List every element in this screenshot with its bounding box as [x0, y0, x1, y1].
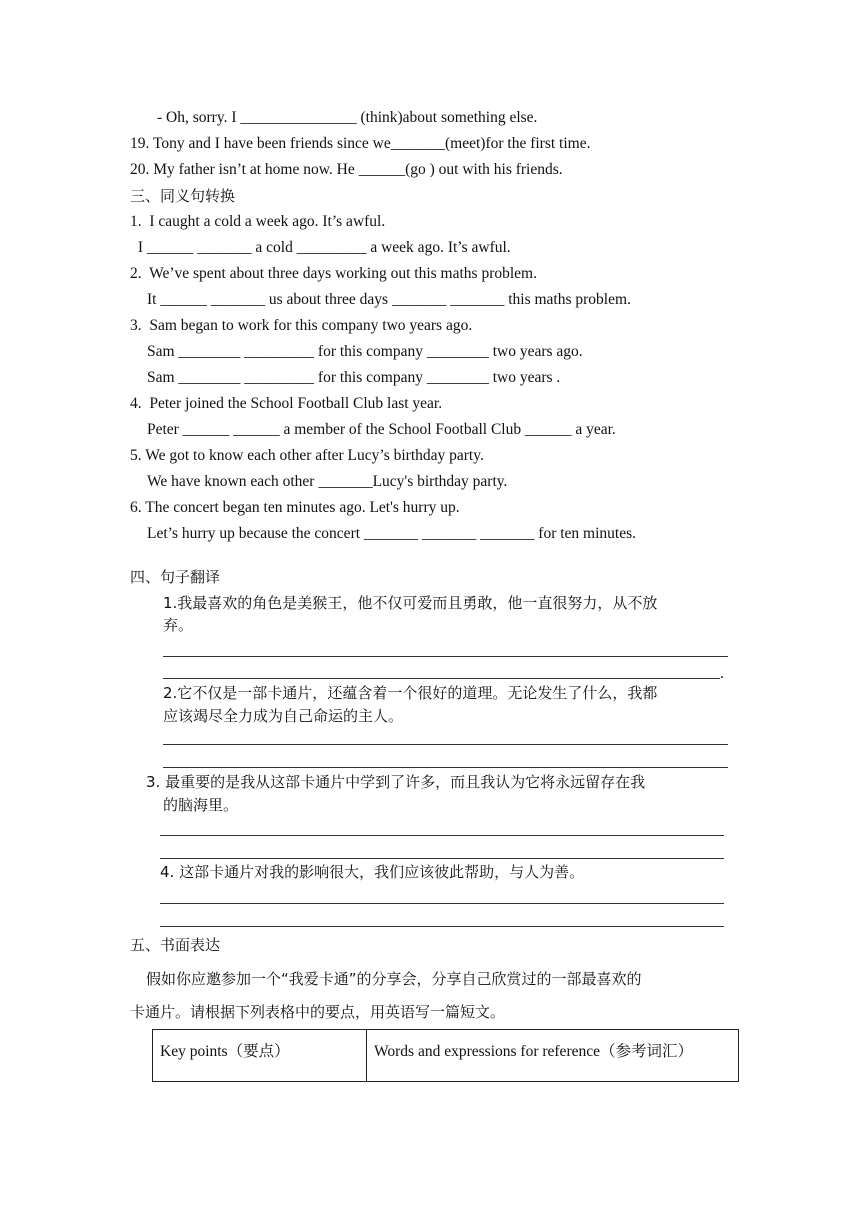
answer-line — [160, 903, 724, 904]
s3-item6-original: 6. The concert began ten minutes ago. Let's hurry up. — [130, 499, 460, 516]
s3-item5-original: 5. We got to know each other after Lucy’s birthday party. — [130, 447, 484, 464]
answer-line — [163, 656, 728, 657]
section4-heading: 四、句子翻译 — [130, 568, 221, 586]
s3-item2-original: 2. We’ve spent about three days working out this maths problem. — [130, 265, 537, 282]
s4-item4-line1: 4. 这部卡通片对我的影响很大，我们应该彼此帮助，与人为善。 — [160, 863, 585, 881]
s3-item3-rewrite-a: Sam ________ _________ for this company ________ two years ago. — [147, 343, 583, 360]
s3-item5-rewrite: We have known each other _______Lucy's birthday party. — [147, 473, 508, 490]
s3-item6-rewrite: Let’s hurry up because the concert _______ _______ _______ for ten minutes. — [147, 525, 636, 542]
key-points-header: Key points（要点） — [153, 1030, 367, 1082]
s3-item3-original: 3. Sam began to work for this company two years ago. — [130, 317, 473, 334]
s4-item1-line2: 弃。 — [163, 616, 194, 634]
q20: 20. My father isn’t at home now. He ______(go ) out with his friends. — [130, 161, 563, 178]
q18-reply: - Oh, sorry. I _______________ (think)about something else. — [157, 109, 538, 126]
key-points-table — [152, 1029, 739, 1082]
s3-item4-rewrite: Peter ______ ______ a member of the School Football Club ______ a year. — [147, 421, 616, 438]
answer-line — [163, 744, 728, 745]
answer-line — [163, 678, 720, 679]
s3-item1-original: 1. I caught a cold a week ago. It’s awful. — [130, 213, 386, 230]
section3-heading: 三、同义句转换 — [130, 187, 236, 205]
answer-line — [160, 926, 724, 927]
s5-prompt-line2: 卡通片。请根据下列表格中的要点，用英语写一篇短文。 — [130, 1003, 506, 1021]
q19: 19. Tony and I have been friends since we_______(meet)for the first time. — [130, 135, 591, 152]
section5-heading: 五、书面表达 — [130, 936, 221, 954]
s3-item4-original: 4. Peter joined the School Football Club last year. — [130, 395, 443, 412]
s4-item2-line1: 2.它不仅是一部卡通片，还蕴含着一个很好的道理。无论发生了什么，我都 — [163, 684, 658, 702]
s4-item1-line1: 1.我最喜欢的角色是美猴王，他不仅可爱而且勇敢，他一直很努力，从不放 — [163, 594, 658, 612]
s4-item2-line2: 应该竭尽全力成为自己命运的主人。 — [163, 707, 404, 725]
answer-line — [163, 767, 728, 768]
s4-item3-line1: 3. 最重要的是我从这部卡通片中学到了许多，而且我认为它将永远留存在我 — [146, 773, 646, 791]
s5-prompt-line1: 假如你应邀参加一个“我爱卡通”的分享会，分享自己欣赏过的一部最喜欢的 — [146, 970, 642, 988]
answer-period: . — [720, 665, 724, 682]
reference-words-header: Words and expressions for reference（参考词汇） — [367, 1030, 739, 1082]
s4-item3-line2: 的脑海里。 — [163, 796, 239, 814]
answer-line — [160, 858, 724, 859]
s3-item3-rewrite-b: Sam ________ _________ for this company ________ two years . — [147, 369, 561, 386]
s3-item2-rewrite: It ______ _______ us about three days _______ _______ this maths problem. — [147, 291, 631, 308]
answer-line — [160, 835, 724, 836]
s3-item1-rewrite: I ______ _______ a cold _________ a week ago. It’s awful. — [134, 239, 511, 256]
